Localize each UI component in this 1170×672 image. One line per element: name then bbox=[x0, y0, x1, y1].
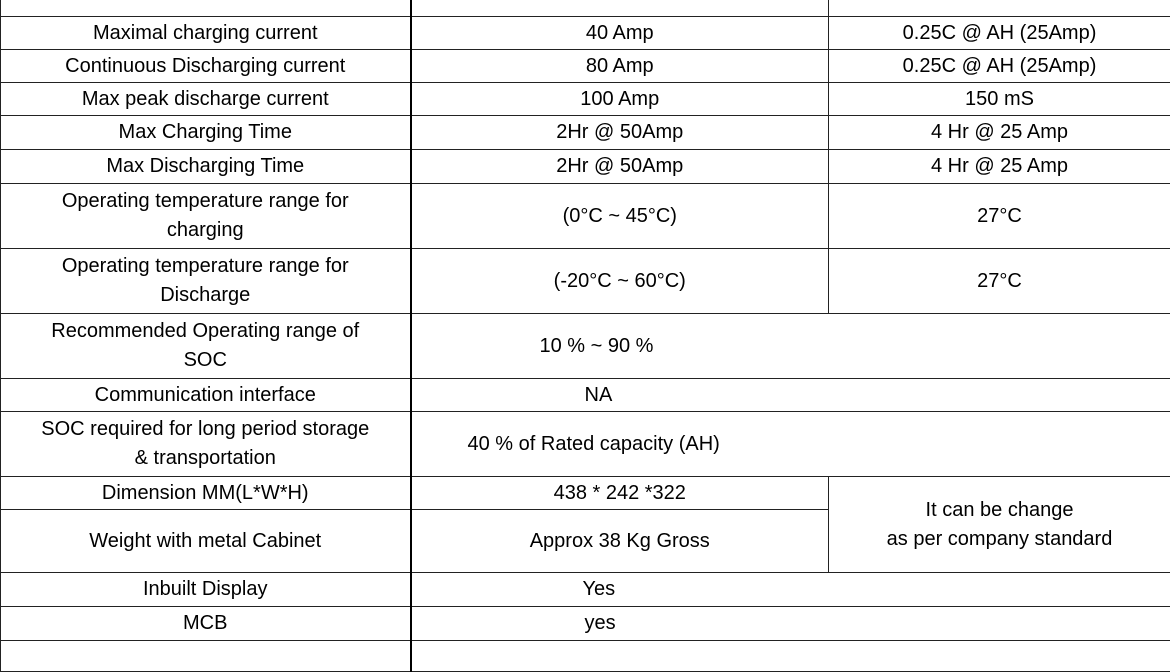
param-line: & transportation bbox=[135, 447, 276, 469]
param-cell bbox=[1, 314, 411, 379]
value-cell: 80 Amp bbox=[411, 50, 829, 83]
table-row bbox=[1, 83, 1170, 116]
param-cell: Communication interface bbox=[1, 379, 411, 412]
value-cell: 40 Amp bbox=[411, 17, 829, 50]
table-row bbox=[1, 0, 1170, 17]
value-cell bbox=[411, 0, 829, 17]
table-row bbox=[1, 184, 1170, 249]
value-cell: Yes bbox=[411, 573, 1170, 607]
note-cell bbox=[829, 0, 1170, 17]
table-row bbox=[1, 116, 1170, 150]
value-cell: 10 % ~ 90 % bbox=[411, 314, 1170, 379]
note-cell: 27°C bbox=[829, 249, 1170, 314]
param-cell bbox=[1, 412, 411, 477]
param-cell: Dimension MM(L*W*H) bbox=[1, 477, 411, 510]
param-cell: Continuous Discharging current bbox=[1, 50, 411, 83]
value-cell: Approx 38 Kg Gross bbox=[411, 510, 829, 573]
value-cell: 40 % of Rated capacity (AH) bbox=[411, 412, 1170, 477]
param-line: Recommended Operating range of bbox=[51, 320, 359, 342]
value-cell: NA bbox=[411, 379, 1170, 412]
merged-note-cell bbox=[829, 477, 1170, 573]
value-cell: (-20°C ~ 60°C) bbox=[411, 249, 829, 314]
note-line: It can be change bbox=[926, 499, 1074, 521]
note-cell: 27°C bbox=[829, 184, 1170, 249]
note-cell: 0.25C @ AH (25Amp) bbox=[829, 50, 1170, 83]
param-cell: Max Charging Time bbox=[1, 116, 411, 150]
table-row bbox=[1, 573, 1170, 607]
param-cell: Max Discharging Time bbox=[1, 150, 411, 184]
note-line: as per company standard bbox=[887, 528, 1113, 550]
param-line: Operating temperature range for bbox=[62, 255, 349, 277]
table-row bbox=[1, 641, 1170, 672]
param-cell: MCB bbox=[1, 607, 411, 641]
table-row bbox=[1, 314, 1170, 379]
param-line: SOC bbox=[184, 349, 227, 371]
value-cell: (0°C ~ 45°C) bbox=[411, 184, 829, 249]
value-cell bbox=[411, 641, 1170, 672]
param-cell: Max peak discharge current bbox=[1, 83, 411, 116]
table-row bbox=[1, 50, 1170, 83]
param-cell bbox=[1, 641, 411, 672]
param-line: SOC required for long period storage bbox=[41, 418, 369, 440]
table-row bbox=[1, 477, 1170, 510]
param-line: Operating temperature range for bbox=[62, 190, 349, 212]
value-cell: 438 * 242 *322 bbox=[411, 477, 829, 510]
param-line: Discharge bbox=[160, 284, 250, 306]
param-cell bbox=[1, 0, 411, 17]
table-row bbox=[1, 150, 1170, 184]
param-cell: Maximal charging current bbox=[1, 17, 411, 50]
table-row bbox=[1, 249, 1170, 314]
param-cell bbox=[1, 249, 411, 314]
table-row bbox=[1, 607, 1170, 641]
note-cell: 4 Hr @ 25 Amp bbox=[829, 116, 1170, 150]
value-cell: 100 Amp bbox=[411, 83, 829, 116]
value-cell: 2Hr @ 50Amp bbox=[411, 150, 829, 184]
value-cell: yes bbox=[411, 607, 1170, 641]
table-row bbox=[1, 379, 1170, 412]
note-cell: 0.25C @ AH (25Amp) bbox=[829, 17, 1170, 50]
note-cell: 4 Hr @ 25 Amp bbox=[829, 150, 1170, 184]
param-cell bbox=[1, 184, 411, 249]
param-cell: Inbuilt Display bbox=[1, 573, 411, 607]
note-cell: 150 mS bbox=[829, 83, 1170, 116]
param-line: charging bbox=[167, 219, 244, 241]
param-cell: Weight with metal Cabinet bbox=[1, 510, 411, 573]
table-row bbox=[1, 412, 1170, 477]
value-cell: 2Hr @ 50Amp bbox=[411, 116, 829, 150]
table-row bbox=[1, 17, 1170, 50]
